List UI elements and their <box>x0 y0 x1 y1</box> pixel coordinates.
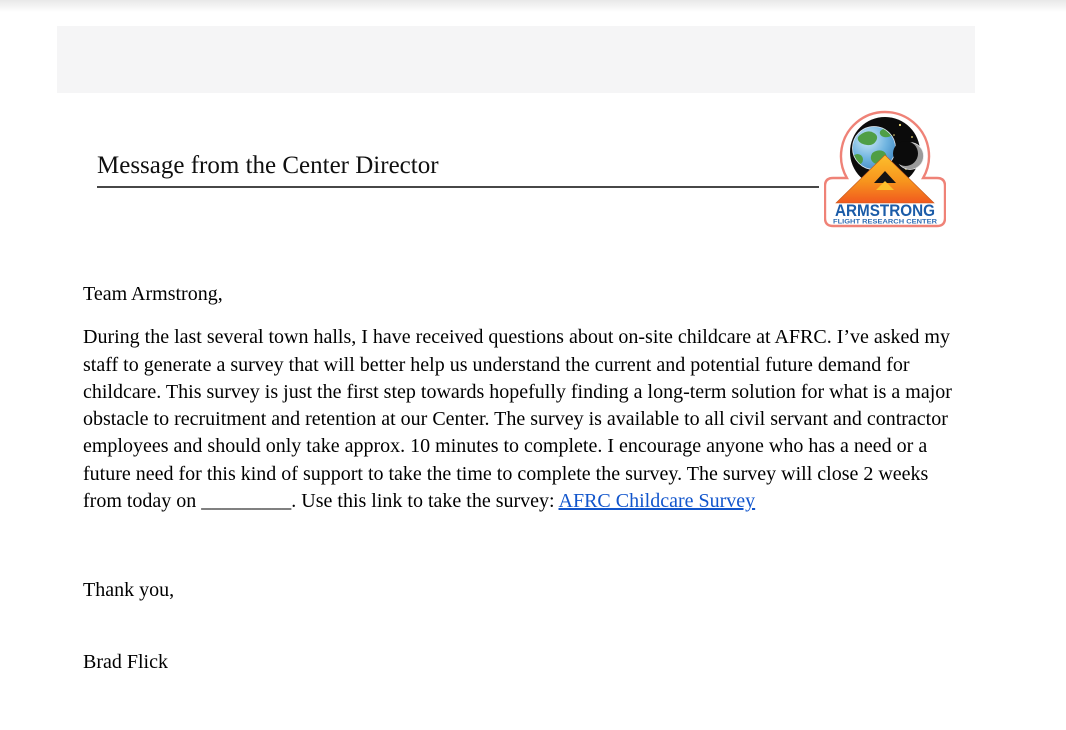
logo-subtitle: FLIGHT RESEARCH CENTER <box>833 218 938 226</box>
salutation: Team Armstrong, <box>83 283 223 305</box>
armstrong-logo <box>824 109 946 228</box>
logo-title: ARMSTRONG <box>835 202 935 220</box>
afrc-childcare-survey-link[interactable]: AFRC Childcare Survey <box>558 490 756 513</box>
closing-text: Thank you, <box>83 579 175 602</box>
armstrong-flight-research-center-logo-icon <box>824 109 946 228</box>
top-shadow-gradient <box>0 0 1066 12</box>
message-body <box>83 281 963 676</box>
page-title: Message from the Center Director <box>97 152 439 179</box>
header-band <box>57 26 975 93</box>
paragraph-text: During the last several town halls, I have received questions about on-site childcare at AFRC. I’ve asked my staff to generate a survey that will better help us understand the current and potential future demand for childcare. This survey is just the first step towards hopefully finding a long-term solution for what is a major obstacle to recruitment and retention at our Center. The survey is available to all civil servant and contractor employees and should only take approx. 10 minutes to complete. I encourage anyone who has a need or a future need for this kind of support to take the time to complete the survey. The survey will close 2 weeks from today on _________. Use this link to take the survey: <box>83 326 952 513</box>
signature-name: Brad Flick <box>83 650 168 673</box>
body-paragraph <box>83 324 963 515</box>
heading-block <box>97 152 819 188</box>
